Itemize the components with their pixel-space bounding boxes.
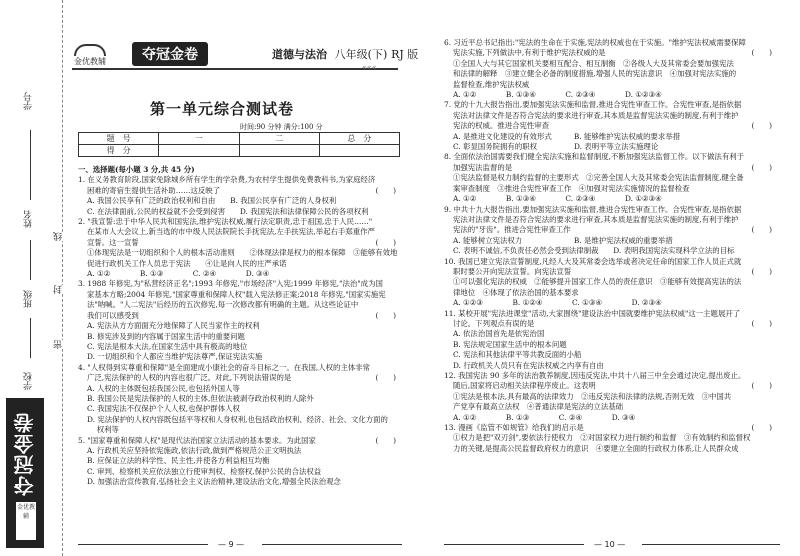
publisher-logo: 金优教辅 xyxy=(74,44,106,67)
question-stem: 11. 某校开展"宪法进课堂"活动,大家围绕"建设法治中国就要维护宪法权威"这一主题展开了 xyxy=(444,308,741,318)
logo-arc-icon xyxy=(74,44,106,56)
question-stem: 7. 党的十九大报告指出,要加强宪法实施和监督,推进合宪性审查工作。合宪性审查,是指依据 xyxy=(444,100,742,110)
answer-options: ①权力是把"双刃剑",要依法行使权力 ②对国家权力进行制约和监督 ③有效制约和监督权 xyxy=(453,433,751,443)
answer-options: B. 我国公民是宪法保护的人权的主体,但依法被剥夺政治权利的人除外 xyxy=(87,393,314,403)
answer-options: 律地位 ④体现了依法治国的基本要求 xyxy=(453,287,579,297)
side-brand-text: 夺冠金卷 xyxy=(13,412,37,496)
answer-blank[interactable]: ( ) xyxy=(751,162,772,172)
answer-options: C. 我国宪法不仅保护个人人权,也保护群体人权 xyxy=(87,404,240,414)
answer-options: 产党享有最高立法权 ④普通法律是宪法的立法基础 xyxy=(453,402,623,412)
binding-margin xyxy=(0,0,63,556)
answer-blank[interactable]: ( ) xyxy=(751,121,772,131)
answer-options: C. 彰显国务院拥有的职权 D. 表明平等立法实施理论 xyxy=(453,142,659,152)
answer-options: A. 人权的主体既包括我国公民,也包括外国人等 xyxy=(87,383,240,393)
page-header xyxy=(72,38,419,72)
answer-options: A. ①② B. ①③ C. ②④ D. ③④ xyxy=(87,269,270,279)
question-stem: 13. 漫画《监管不如规管》给我们的启示是 ( ) xyxy=(444,423,780,433)
question-line: 宪法的权威。推进合宪性审查 ( ) xyxy=(444,121,780,131)
side-brand-block xyxy=(6,398,44,548)
fill-line xyxy=(30,130,31,200)
question-line: 家基本方略;2004 年修宪,"国家尊重和保障人权"载入宪法修正案;2018 年修宪,"国家实施宪 xyxy=(87,289,386,299)
answer-blank[interactable]: ( ) xyxy=(375,185,396,195)
answer-options: A. 能够树立宪法权力 B. 是维护宪法权威的重要举措 xyxy=(453,235,673,245)
question-stem: 5. "国家尊重和保障人权"是现代法治国家立法活动的基本要求。为此国家 ( ) xyxy=(78,436,404,446)
answer-options: 和法律的解释 ③建立健全必备的制度措施,增强人民的宪法意识 ④加强对宪法实施的 xyxy=(453,69,737,79)
question-stem: 9. 中共十九大报告指出,要加强宪法实施和监督,推进合宪性审查工作。合宪性审查,是指依据 xyxy=(444,204,742,214)
question-line: 困难的寄宿生提供生活补助……这反映了 ( ) xyxy=(78,186,404,196)
answer-blank[interactable]: ( ) xyxy=(375,373,396,383)
answer-options: 监督检查,维护宪法权威 xyxy=(453,79,530,89)
score-input-cell[interactable] xyxy=(239,145,319,157)
question-line: 我们可以感受到 ( ) xyxy=(78,311,404,321)
question-line: 宪法对法律文件是否符合宪法的要求进行审查,其本质是监督宪法实施的制度,有利于维护 xyxy=(453,214,739,224)
left-question-column xyxy=(78,165,404,488)
answer-options: A. ①②③ B. ①②④ C. ①③④ D. ②③④ xyxy=(453,298,662,308)
question-stem: 10. 我国已建立宪法宣誓制度,凡经人大及其常委会选举或者决定任命的国家工作人员正式就 xyxy=(444,256,742,266)
table-cell: 总 分 xyxy=(319,133,399,145)
answer-options: A. ①② B. ①③④ C. ②③④ D. ①②③④ xyxy=(453,194,662,204)
question-stem: 1. 在义务教育阶段,国家免除城乡所有学生的学杂费,为农村学生提供免费教科书,为家庭经济 xyxy=(78,175,376,185)
question-line: 讨论。下列观点有误的是 ( ) xyxy=(444,319,780,329)
answer-options: C. 在法律面前,公民的权益就不会受到侵害 D. 我国宪法和法律保障公民的各项权利 xyxy=(87,206,369,216)
question-line: 法"呐喊。"人二宪法"后经历的五次修宪,每一次修改都有明确的主题。从这些论证中 xyxy=(87,300,359,310)
footer-rule xyxy=(444,544,584,545)
answer-blank[interactable]: ( ) xyxy=(375,435,396,445)
footer-rule xyxy=(78,544,208,545)
student-id-label: 学号 xyxy=(24,92,34,110)
answer-blank[interactable]: ( ) xyxy=(751,266,772,276)
seal-secret-char: 密 xyxy=(54,340,64,349)
name-label: 姓名 xyxy=(24,210,34,228)
question-line: 宪法的"牙齿"。推进合宪性审查工作 ( ) xyxy=(444,225,780,235)
question-line: 广泛,宪法保护的人权的内容也很广泛。对此,下列说法错误的是 ( ) xyxy=(78,373,404,383)
score-input-cell[interactable] xyxy=(159,145,239,157)
question-stem: 6. 习近平总书记指出:"宪法的生命在于实施,宪法的权威也在于实施。"维护宪法权威需要保障 xyxy=(444,38,746,47)
answer-options: ①宪法是根本法,具有最高的法律效力 ②违反宪法和法律的法规,否则无效 ③中国共 xyxy=(453,391,732,401)
table-cell: 题 号 xyxy=(79,133,159,145)
answer-options: 促进行政机关工作人员忠于宪法 ④让是向人民的庄严承诺 xyxy=(87,258,287,268)
time-score-info: 时间:90 分钟 满分:100 分 xyxy=(240,123,323,131)
answer-options: A. 宪法从方方面面充分地保障了人民当家作主的权利 xyxy=(87,321,260,331)
score-input-cell[interactable] xyxy=(319,145,399,157)
answer-options: C. 宪法和其他法律平等共教反面的小船 xyxy=(453,350,582,360)
footer-rule xyxy=(642,544,780,545)
answer-options: D. 宪法保护的人权内容既包括平等权和人身权利,也包括政治权利、经济、社会、文化方面的 xyxy=(87,414,388,424)
right-question-column xyxy=(444,38,780,454)
series-brand: 夺冠金卷 xyxy=(132,42,208,66)
answer-options: A. 依法治国首先是依宪治国 xyxy=(453,329,545,339)
answer-blank[interactable]: ( ) xyxy=(751,423,772,433)
answer-options: A. ①② B. ①③ C. ②④ D. ③④ xyxy=(453,412,636,422)
answer-options: B. 应保证立法的科学性、民主性,并使各方利益相互均衡 xyxy=(87,456,270,466)
table-row xyxy=(79,133,400,145)
question-stem: 12. 我国宪法 90 多年的法治教养制度,因违反宪法,中共十八届三中全会通过决定,提出废止。 xyxy=(444,371,746,380)
answer-options: C. 表明不诚信,不负责任必然会受到法律制裁 D. 表明我国宪法实现科学立法的目标 xyxy=(453,246,735,256)
question-stem: 4. "人权得到实尊重和保障"是全面建成小康社会的奋斗目标之一。在我国,人权的主体非常 xyxy=(78,362,371,372)
answer-options: B. 宪法规定国家生活中的根本问题 xyxy=(453,339,567,349)
answer-blank[interactable]: ( ) xyxy=(751,381,772,391)
answer-options: A. 是推进文化建设的有效形式 B. 能够维护宪法权威的要求举措 xyxy=(453,131,681,141)
answer-options: A. 行政机关应坚持依宪施政,依法行政,做到严格规范公正文明执法 xyxy=(87,445,302,455)
fill-line xyxy=(30,318,31,358)
question-line: 随后,国家将启动相关法律程序废止。这表明 ( ) xyxy=(444,381,780,391)
answer-blank[interactable]: ( ) xyxy=(751,225,772,235)
school-label: 学校 xyxy=(24,372,34,390)
table-cell: 一 xyxy=(159,133,239,145)
answer-options: C. 审判、检察机关应依法独立行使审判权、检察权,保护公民的合法权益 xyxy=(87,466,322,476)
answer-blank[interactable]: ( ) xyxy=(375,237,396,247)
seal-seal-char: 封 xyxy=(54,285,64,294)
seal-line-char: 线 xyxy=(54,232,64,241)
answer-options: D. 加强法治宣传教育,弘扬社会主义法治精神,建设法治文化,增强全民法治观念 xyxy=(87,477,341,487)
question-line: 宣誓。这一宣誓 ( ) xyxy=(78,238,404,248)
footer-rule xyxy=(262,544,402,545)
table-cell: 得 分 xyxy=(79,145,159,157)
fill-line xyxy=(30,240,31,280)
question-line: 在某市人大会议上,新当选的市中级人民法院院长手抚宪法,左手扶宪法,举起右手郑重作严 xyxy=(87,227,375,237)
answer-options: 权利等 xyxy=(87,425,119,435)
page-title: 第一单元综合测试卷 xyxy=(150,100,295,118)
class-label: 班级 xyxy=(24,290,34,308)
table-row xyxy=(79,145,400,157)
answer-options: A. ①② B. ①③④ C. ②③④ D. ①②③④ xyxy=(453,90,662,100)
question-line: 职时要公开向宪法宣誓。向宪法宣誓 ( ) xyxy=(444,267,780,277)
answer-options: A. 我国公民享有广泛的政治权利和自由 B. 我国公民享有广泛的人身权利 xyxy=(87,196,337,206)
answer-options: B. 修宪涉及到的内容属于国家生活中的重要问题 xyxy=(87,331,245,341)
question-line: 宪法实施,下列做法中,有利于维护宪法权威的是 ( ) xyxy=(444,48,780,58)
answer-options: C. 宪法是根本大法,在国家生活中具有极高的地位 xyxy=(87,341,248,351)
answer-blank[interactable]: ( ) xyxy=(375,310,396,320)
answer-options: ①宪法监督是权力制约监督的主要形式 ②完善全国人大及其常委会宪法监督制度,健全备 xyxy=(453,173,744,183)
answer-options: D. 一切组织和个人都应当维护宪法尊严,保证宪法实施 xyxy=(87,352,263,362)
answer-options: ①体现宪法是一切组织和个人的根本活动准则 ②体现法律是权力的根本保障 ③能够有效地 xyxy=(87,248,398,258)
answer-blank[interactable]: ( ) xyxy=(751,48,772,58)
question-stem: 3. 1988 年修宪,为"私营经济正名";1993 年修宪,"市场经济"入宪;1999 年修宪,"法治"成为国 xyxy=(78,279,383,289)
answer-options: ①可以强化宪法的权威 ②能够提升国家工作人员的责任意识 ③能够有效提高宪法的法 xyxy=(453,277,742,287)
page-number-right: — 10 — xyxy=(594,540,626,549)
section-heading: 一、选择题(每小题 3 分,共 45 分) xyxy=(78,165,195,174)
question-stem: 2. "我宣誓:忠于中华人民共和国宪法,维护宪法权威,履行法定职责,忠于祖国,忠于人民……" xyxy=(78,217,373,227)
score-table xyxy=(78,132,400,157)
answer-options: 案审查制度 ③推进合宪性审查工作 ④加强对宪法实施情况的监督检查 xyxy=(453,183,690,193)
subject-info: 道德与法治 八年级(下) RJ 版 xyxy=(272,48,419,61)
answer-options: D. 行政机关人员只有在宪法权威之内享有自由 xyxy=(453,360,604,370)
answer-options: ①全国人大与其它国家机关要相互配合、相互制衡 ②各级人大及其常委会要加强宪法 xyxy=(453,58,734,68)
answer-options: 力的关键,是提高公民监督政府权力的意识 ④要建立全面的行政权力体系,让人民群众成 xyxy=(453,443,739,453)
question-stem: 8. 全面依法治国需要我们健全宪法实施和监督制度,不断加强宪法监督工作。以下做法有利于 xyxy=(444,152,744,162)
question-line: 加强宪法监督的是 ( ) xyxy=(444,163,780,173)
answer-blank[interactable]: ( ) xyxy=(751,318,772,328)
side-brand-logo: 金优教辅 xyxy=(16,502,36,540)
question-line: 宪法对法律文件是否符合宪法的要求进行审查,其本质是监督宪法实施的制度,有利于维护 xyxy=(453,110,739,120)
page-number-left: — 9 — xyxy=(218,540,245,549)
table-cell: 二 xyxy=(239,133,319,145)
chevron-icon: ««« xyxy=(362,63,377,72)
